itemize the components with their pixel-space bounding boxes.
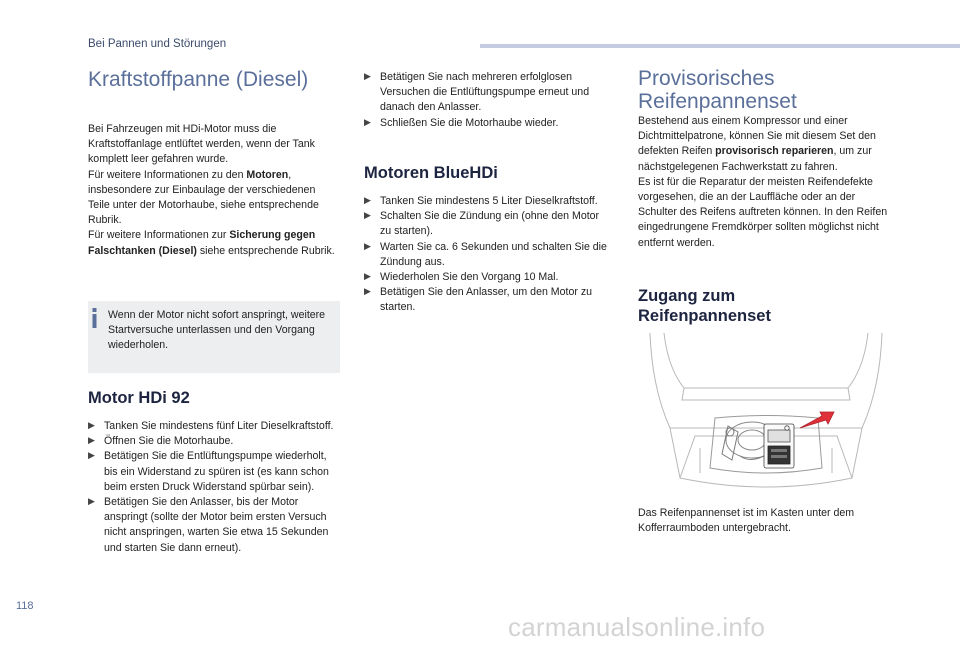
arrow-bullet-icon: ▶ xyxy=(364,117,371,128)
arrow-bullet-icon: ▶ xyxy=(364,211,371,222)
list-item: ▶ Öffnen Sie die Motorhaube. xyxy=(88,434,340,449)
header-bar xyxy=(480,44,960,48)
repair-kit-title-line2: Reifenpannenset xyxy=(638,90,797,113)
list-item: ▶ Betätigen Sie den Anlasser, um den Motor zu starten. xyxy=(364,286,593,314)
info-icon xyxy=(92,308,97,328)
intro-text-1: Bei Fahrzeugen mit HDi-Motor muss die Kraftstoffanlage entlüftet werden, wenn der Tank komplett leer gefahren wurde. xyxy=(88,123,315,166)
watermark: carmanualsonline.info xyxy=(508,612,766,642)
list-item: ▶ Wiederholen Sie den Vorgang 10 Mal. xyxy=(364,270,612,285)
arrow-bullet-icon: ▶ xyxy=(88,436,95,447)
bluehdi-title: Motoren BlueHDi xyxy=(364,164,498,182)
arrow-bullet-icon: ▶ xyxy=(88,421,95,431)
list-item: ▶ Betätigen Sie die Entlüftungspumpe wiederholt, bis ein Widerstand zu spüren ist (es kann schon beim ersten Druck Widerstand spürbar sein). xyxy=(88,450,329,493)
access-title: Zugang zum Reifenpannenset xyxy=(638,287,771,325)
info-text: Wenn der Motor nicht sofort anspringt, weitere Startversuche unterlassen und den Vorgang wiederholen. xyxy=(108,309,326,352)
intro-text-4: Für weitere Informationen zur xyxy=(88,229,230,242)
repair-kit-title xyxy=(638,67,898,113)
list-item: ▶ Warten Sie ca. 6 Sekunden und schalten Sie die Zündung aus. xyxy=(364,240,607,268)
col1-intro xyxy=(88,122,336,259)
repair-kit-title-line1: Provisorisches xyxy=(638,67,775,90)
section-header: Bei Pannen und Störungen xyxy=(88,38,227,50)
intro-text-2: Für weitere Informationen zu den xyxy=(88,168,247,181)
figure-caption: Das Reifenpannenset ist im Kasten unter dem Kofferraumboden untergebracht. xyxy=(638,507,855,535)
arrow-bullet-icon: ▶ xyxy=(364,287,371,298)
arrow-bullet-icon: ▶ xyxy=(364,272,371,283)
list-item: ▶ Tanken Sie mindestens 5 Liter Dieselkraftstoff. xyxy=(364,194,612,209)
bluehdi-steps-list xyxy=(364,194,612,316)
motor-hdi-title: Motor HDi 92 xyxy=(88,389,190,407)
hdi-steps-list xyxy=(88,419,340,556)
list-item: ▶ Schalten Sie die Zündung ein (ohne den Motor zu starten). xyxy=(364,210,600,238)
arrow-bullet-icon: ▶ xyxy=(364,72,371,82)
hdi-steps-continued xyxy=(364,70,612,131)
fuel-breakdown-title: Kraftstoffpanne (Diesel) xyxy=(88,68,309,91)
trunk-illustration xyxy=(640,328,892,498)
arrow-bullet-icon: ▶ xyxy=(88,497,95,508)
intro-bold-motoren: Motoren xyxy=(246,168,289,181)
arrow-bullet-icon: ▶ xyxy=(364,196,371,206)
list-item: ▶ Schließen Sie die Motorhaube wieder. xyxy=(364,116,612,131)
list-item: ▶ Betätigen Sie nach mehreren erfolglosen Versuchen die Entlüftungspumpe erneut und danach den Anlasser. xyxy=(364,71,590,114)
list-item: ▶ Betätigen Sie den Anlasser, bis der Motor anspringt (sollte der Motor beim ersten Versuch nicht anspringen, warten Sie etwa 15 Sekunden und starten Sie dann erneut). xyxy=(88,496,329,554)
intro-text-3: , insbesondere zur Einbaulage der verschiedenen Teile unter der Motorhaube, siehe entsprechende Rubrik. xyxy=(88,168,319,227)
list-item: ▶ Tanken Sie mindestens fünf Liter Dieselkraftstoff. xyxy=(88,419,340,434)
col3-intro: Bestehend aus einem Kompressor und einer Dichtmittelpatrone, können Sie mit diesem Set den defekten Reifen provisorisch reparieren, um zur nächstgelegenen Fachwerkstatt zu fahren. Es ist für die Reparatur der meisten Reifendefekte vorgesehen, die an der Lauffläche oder an der Schulter des Reifens auftreten können. In den Reifen eingedrungene Fremdkörper sollten möglichst nicht entfernt werden. xyxy=(638,115,888,249)
intro-bold-sicherung: Sicherung gegen Falschtanken (Diesel) xyxy=(88,229,316,257)
arrow-bullet-icon: ▶ xyxy=(364,241,371,252)
arrow-bullet-icon: ▶ xyxy=(88,451,95,462)
red-arrow-icon xyxy=(800,412,834,428)
intro-text-5: siehe entsprechende Rubrik. xyxy=(196,244,335,257)
page-number: 118 xyxy=(16,600,34,612)
intro-bold-repair: provisorisch reparieren xyxy=(715,145,834,158)
